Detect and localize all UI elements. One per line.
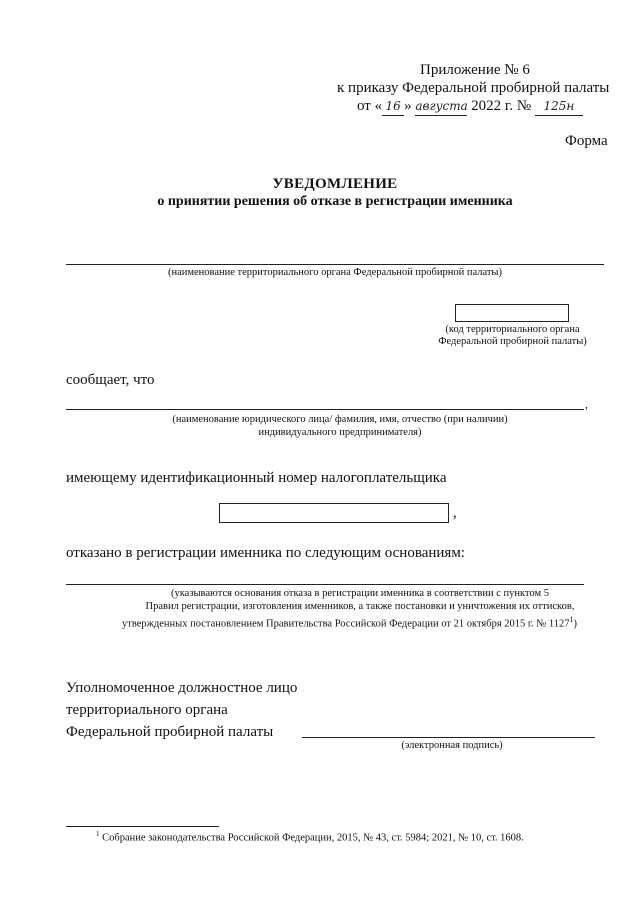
date-prefix: от « — [357, 98, 383, 114]
org-code-caption-2: Федеральной пробирной палаты) — [438, 336, 587, 347]
signature-line[interactable] — [302, 737, 595, 738]
grounds-caption-1: (указываются основания отказа в регистрации именника в соответствии с пунктом 5 — [170, 588, 549, 599]
signer-line-1: Уполномоченное должностное лицо — [66, 680, 298, 696]
form-label: Форма — [565, 133, 608, 149]
footnote-marker: 1 — [96, 830, 100, 838]
org-name-caption: (наименование территориального органа Федеральной пробирной палаты) — [167, 267, 502, 278]
date-day: 16 — [382, 98, 404, 116]
order-line: к приказу Федеральной пробирной палаты — [337, 80, 610, 96]
signature-caption: (электронная подпись) — [401, 740, 503, 751]
footnote-separator — [66, 826, 219, 827]
org-code-field[interactable] — [455, 304, 569, 322]
signer-line-3: Федеральной пробирной палаты — [66, 724, 274, 740]
date-month: августа — [415, 98, 467, 116]
entity-caption-2: индивидуального предпринимателя) — [258, 427, 422, 438]
entity-comma: , — [585, 397, 588, 411]
footnote-text: Собрание законодательства Российской Федерации, 2015, № 43, ст. 5984; 2021, № 10, ст. 1608. — [102, 832, 524, 844]
refused-text: отказано в регистрации именника по следующим основаниям: — [66, 545, 465, 561]
grounds-caption-close: ) — [573, 618, 578, 630]
inn-label: имеющему идентификационный номер налогоплательщика — [66, 470, 447, 486]
entity-caption-1: (наименование юридического лица/ фамилия, имя, отчество (при наличии) — [172, 414, 508, 425]
document-subtitle: о принятии решения об отказе в регистрации именника — [157, 194, 513, 209]
annex-title: Приложение № 6 — [420, 62, 530, 78]
date-year-label: 2022 г. № — [471, 98, 532, 114]
org-code-caption-1: (код территориального органа — [445, 324, 580, 335]
inn-comma: , — [453, 505, 457, 521]
document-title: УВЕДОМЛЕНИЕ — [272, 176, 398, 192]
grounds-caption-2: Правил регистрации, изготовления именников, а также постановки и уничтожения их оттисков, — [145, 601, 575, 612]
org-name-line — [66, 264, 604, 265]
date-mid: » — [404, 98, 412, 114]
order-number: 125н — [535, 98, 583, 116]
order-date-line — [357, 98, 583, 116]
signer-line-2: территориального органа — [66, 702, 228, 718]
reports-that-text: сообщает, что — [66, 372, 155, 388]
footnote — [96, 830, 524, 844]
grounds-caption-3-line — [122, 613, 577, 632]
grounds-caption-3: утвержденных постановлением Правительства Российской Федерации от 21 октября 2015 г. № 1127 — [122, 618, 570, 630]
footnote-ref[interactable]: 1 — [569, 615, 574, 624]
entity-name-line — [66, 409, 584, 410]
inn-field[interactable] — [219, 503, 449, 523]
grounds-line — [66, 584, 584, 585]
